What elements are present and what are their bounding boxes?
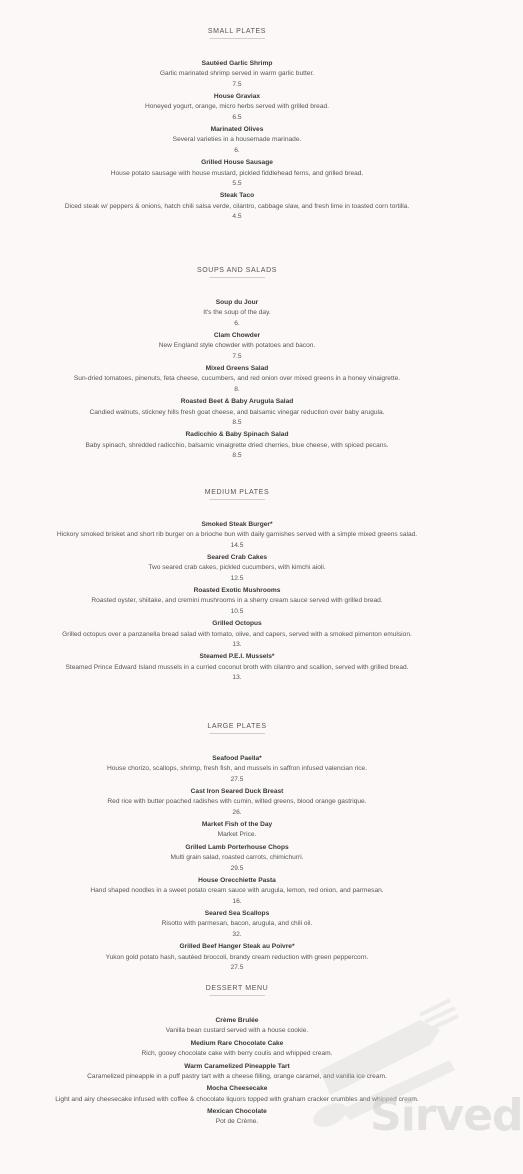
section-divider: —————————— (209, 731, 265, 737)
menu-item-name: Seared Crab Cakes (206, 554, 268, 562)
menu-item-name: Warm Caramelized Pineapple Tart (184, 1062, 290, 1070)
menu-item-name: House Orecchiette Pasta (198, 877, 276, 885)
section-title: LARGE PLATES (207, 723, 267, 730)
menu-item-description: Market Price. (217, 831, 257, 839)
menu-item-name: Sautéed Garlic Shrimp (201, 60, 273, 67)
menu-item-name: Radicchio & Baby Spinach Salad (185, 431, 289, 439)
menu-item-description: Sun-dried tomatoes, pinenuts, feta cheese, cucumbers, and red onion over mixed greens in a honey vinaigrette. (73, 375, 401, 383)
menu-item-price: 16. (232, 897, 242, 905)
menu-item-description: Roasted oyster, shiitake, and cremini mushrooms in a sherry cream sauce served with grilled bread. (91, 597, 383, 605)
menu-item (0, 876, 474, 907)
menu-item (0, 754, 474, 785)
menu-item-description: Vanilla bean custard served with a house cookie. (165, 1027, 309, 1035)
section-header (0, 488, 474, 503)
menu-item-description: Garlic marinated shrimp served in warm garlic butter. (159, 70, 315, 78)
menu-item-price: 12.5 (230, 574, 244, 582)
menu-item-name: Marinated Olives (210, 126, 264, 134)
menu-item-name: Seared Sea Scallops (204, 910, 270, 918)
menu-item-description: Pot de Crème. (215, 1118, 259, 1126)
menu-item-name: Mexican Chocolate (207, 1108, 267, 1116)
menu-item (0, 59, 474, 90)
menu-item (0, 92, 474, 123)
menu-item-description: Grilled octopus over a panzanella bread salad with tomato, olive, and capers, served with a smoked pimenton emulsion. (62, 630, 412, 638)
menu-item-name: Smoked Steak Burger* (201, 521, 273, 528)
menu-item-description: Red rice with butter poached radishes with cumin, wilted greens, blood orange gastrique. (107, 798, 367, 806)
menu-item-name: Mocha Cheesecake (206, 1085, 268, 1093)
section-divider: —————————— (209, 275, 265, 281)
menu-item-price: 6. (234, 146, 240, 154)
menu-item-description: Risotto with parmesan, bacon, arugula, and chili oil. (161, 920, 313, 928)
menu-item-description: Multi grain salad, roasted carrots, chimichurri. (170, 854, 304, 862)
menu-item (0, 430, 474, 461)
menu-item-description: Baby spinach, shredded radicchio, balsamic vinaigrette dried cherries, blue cheese, with spiced pecans. (85, 441, 389, 449)
section-header (0, 266, 474, 281)
menu-item-description: Caramelized pineapple in a puff pastry tart with a cheese filling, orange caramel, and vanilla ice cream. (87, 1072, 387, 1080)
menu-item (0, 553, 474, 584)
menu-item-name: Steak Taco (219, 192, 255, 200)
menu-item (0, 652, 474, 683)
menu-item-name: Grilled Lamb Porterhouse Chops (185, 844, 289, 851)
menu-item-price: 26. (232, 808, 242, 816)
menu-item-description: It's the soup of the day. (203, 309, 271, 317)
menu-item-price: 32. (232, 930, 242, 938)
menu-item-price: 27.5 (230, 775, 244, 783)
section-title: SOUPS AND SALADS (196, 267, 277, 274)
menu-item-price: 7.5 (232, 80, 242, 88)
menu-item-name: Market Fish of the Day (201, 821, 273, 829)
section-divider: —————————— (209, 36, 265, 42)
menu-item (0, 397, 474, 428)
menu-item-price: 13. (232, 673, 242, 681)
menu-item-price: 6. (234, 319, 240, 327)
menu-item-name: Clam Chowder (213, 332, 261, 340)
section-title: DESSERT MENU (205, 985, 269, 992)
menu-item-price: 6.5 (232, 113, 242, 121)
menu-item-price: 27.5 (230, 963, 244, 971)
menu-item-name: Mixed Greens Salad (205, 365, 269, 373)
menu-item-price: 8. (234, 385, 240, 393)
menu-item (0, 331, 474, 362)
menu-item-name: Crème Brulée (215, 1017, 259, 1024)
menu-item (0, 909, 474, 940)
menu-item (0, 520, 474, 551)
section-header (0, 722, 474, 737)
menu-item (0, 843, 474, 874)
section-header (0, 27, 474, 42)
section-divider: —————————— (209, 993, 265, 999)
menu-item-name: House Graviax (213, 93, 261, 101)
menu-item-description: Honeyed yogurt, orange, micro herbs served with grilled bread. (145, 103, 329, 111)
menu-item (0, 191, 474, 222)
menu-item-description: Light and airy cheesecake infused with coffee & chocolate liquors topped with graham cracker crumbles and whipped cream. (55, 1095, 419, 1103)
menu-item-name: Grilled Octopus (212, 620, 262, 628)
menu-item-description: Several varieties in a housemade marinade. (172, 136, 302, 144)
menu-item (0, 586, 474, 617)
section-header (0, 984, 474, 999)
menu-item (0, 942, 474, 973)
menu-item-name: Grilled House Sausage (201, 159, 273, 167)
menu-item-price: 13. (232, 640, 242, 648)
menu-item (0, 298, 474, 329)
menu-item-name: Cast Iron Seared Duck Breast (190, 788, 284, 796)
menu-item (0, 787, 474, 818)
menu-item-description: House chorizo, scallops, shrimp, fresh fish, and mussels in saffron infused valencian rice. (106, 765, 368, 773)
menu-item-description: Diced steak w/ peppers & onions, hatch chili salsa verde, cilantro, cabbage slaw, and fresh lime in toasted corn tortilla. (64, 202, 410, 210)
menu-item (0, 364, 474, 395)
menu-item-name: Roasted Beet & Baby Arugula Salad (180, 398, 294, 406)
menu-item-name: Soup du Jour (215, 299, 259, 306)
menu-item-description: Candied walnuts, stickney hills fresh goat cheese, and balsamic vinegar reduction over baby arugula. (89, 408, 385, 416)
section-title: SMALL PLATES (207, 28, 267, 35)
menu-item-price: 7.5 (232, 352, 242, 360)
menu-item-description: Yukon gold potato hash, sautéed broccoli, brandy cream reduction with green peppercorn. (105, 953, 369, 961)
menu-item (0, 125, 474, 156)
menu-item-description: New England style chowder with potatoes and bacon. (158, 342, 316, 350)
menu-item-price: 5.5 (232, 179, 242, 187)
menu-item-price: 8.5 (232, 418, 242, 426)
menu-item-name: Steamed P.E.I. Mussels* (199, 653, 275, 661)
menu-item-description: Hickory smoked brisket and short rib burger on a brioche bun with daily garnishes served with a simple mixed greens salad. (56, 531, 418, 539)
sirved-watermark-text: Sirved (370, 1090, 523, 1141)
menu-item-price: 14.5 (230, 541, 244, 549)
menu-item-name: Roasted Exotic Mushrooms (193, 587, 281, 595)
menu-item (0, 619, 474, 650)
menu-item-price: 8.5 (232, 451, 242, 459)
menu-item-price: 29.5 (230, 864, 244, 872)
menu-item-name: Seafood Paella* (212, 755, 262, 762)
menu-item-description: Hand shaped noodles in a sweet potato cream sauce with arugula, lemon, red onion, and parmesan. (90, 887, 384, 895)
menu-item-description: Rich, gooey chocolate cake with berry coulis and whipped cream. (141, 1050, 333, 1058)
menu-item-description: House potato sausage with house mustard, pickled fiddlehead ferns, and grilled bread. (110, 169, 364, 177)
menu-item-price: 10.5 (230, 607, 244, 615)
menu-item-description: Two seared crab cakes, pickled cucumbers, with kimchi aioli. (148, 564, 326, 572)
section-title: MEDIUM PLATES (204, 489, 270, 496)
section-divider: —————————— (209, 497, 265, 503)
menu-item (0, 820, 474, 841)
menu-item-name: Medium Rare Chocolate Cake (190, 1039, 284, 1047)
menu-item (0, 158, 474, 189)
menu-item-name: Grilled Beef Hanger Steak au Poivre* (179, 943, 295, 951)
menu-item-description: Steamed Prince Edward Island mussels in a curried coconut broth with cilantro and scallion, served with grilled bread. (65, 663, 409, 671)
menu-item-price: 4.5 (232, 212, 242, 220)
